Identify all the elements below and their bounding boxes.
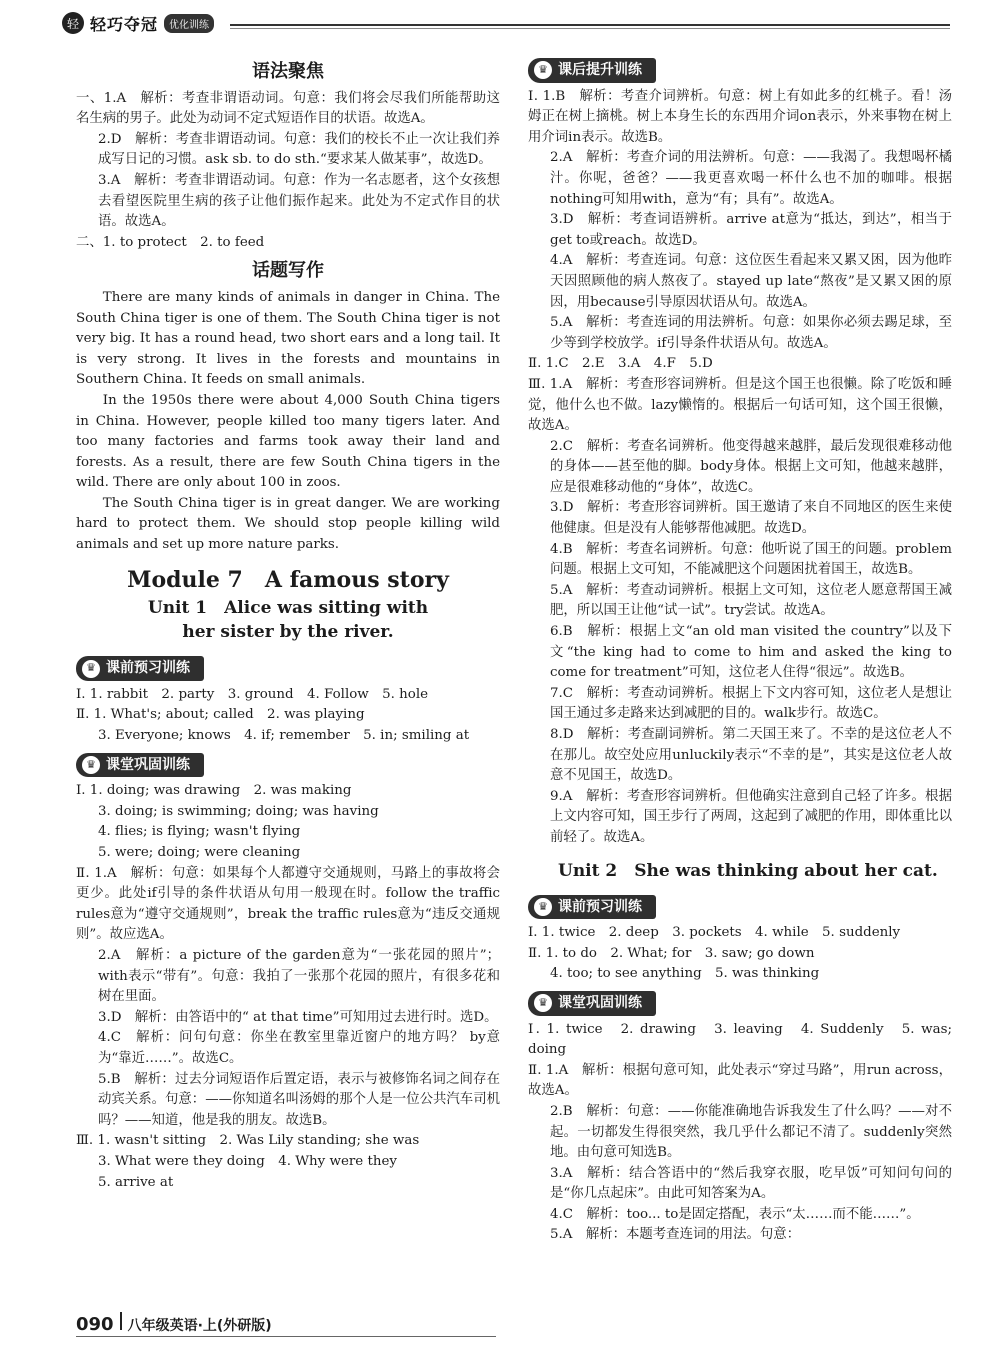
- answer-item: Ⅱ. 1.A 解析：句意：如果每个人都遵守交通规则，马路上的事故将会更少。此处if引导的条件状语从句用一般现在时。follow the traffic rules意为“遵守交通规则”，break the traffic rules意为“违反交通规则”。故应选A。: [76, 865, 500, 943]
- answer-item: Ⅰ. 1.B 解析：考查介词辨析。句意：树上有如此多的红桃子。看！汤姆正在树上摘桃。树上本身生长的东西用介词on表示，外来事物在树上用介词in表示。故选B。: [528, 88, 952, 145]
- answer-item: 2.A 解析：考查介词的用法辨析。句意：——我渴了。我想喝杯橘汁。你呢，爸爸？——我更喜欢喝一杯什么也不加的咖啡。根据nothing可知用with，意为“有；具有”。故选A。: [550, 150, 952, 207]
- answer-item: 2.C 解析：考查名词辨析。他变得越来越胖，最后发现很难移动他的身体——甚至他的脚。body身体。根据上文可知，他越来越胖，应是很难移动他的“身体”，故选C。: [550, 438, 952, 495]
- section-banner: [528, 895, 656, 920]
- brand-logo: [62, 10, 214, 36]
- answer-item: Ⅰ. 1. doing; was drawing 2. was making: [76, 783, 352, 799]
- answer-item: 5. were; doing; were cleaning: [98, 845, 301, 860]
- answer-item: 3. What were they doing 4. Why were they: [98, 1153, 397, 1169]
- banner-label: 课堂巩固训练: [558, 994, 642, 1011]
- answer-item: Ⅱ. 1. to do 2. What; for 3. saw; go down: [528, 945, 815, 961]
- answer-item: Ⅲ. 1. wasn't sitting 2. Was Lily standing; she was: [76, 1133, 420, 1149]
- logo-subtitle: 优化训练: [164, 14, 214, 33]
- footer-rule: [76, 1336, 496, 1337]
- section-banner: [528, 58, 656, 83]
- answer-item: 5.A 解析：考查连词的用法辨析。句意：如果你必须去踢足球，至少等到学校放学。if引导条件状语从句。故选A。: [550, 315, 952, 351]
- answer-item: Ⅱ. 1.A 解析：根据句意可知，此处表示“穿过马路”，用run across，故选A。: [528, 1062, 952, 1099]
- answer-item: 4.A 解析：考查连词。句意：这位医生看起来又累又困，因为他昨天因照顾他的病人熬夜了。stayed up late“熬夜”是又累又困的原因，用because引导原因状语从句。故选A。: [550, 253, 952, 310]
- answer-item: 3.D 解析：由答语中的“ at that time”可知用过去进行时。选D。: [98, 1009, 498, 1025]
- answer-item: 5.B 解析：过去分词短语作后置定语，表示与被修饰名词之间存在动宾关系。句意：——你知道名叫汤姆的那个人是一位公共汽车司机吗？——知道，他是我的朋友。故选B。: [98, 1071, 500, 1128]
- banner-label: 课前预习训练: [106, 660, 190, 677]
- grammar-title: 语法聚焦: [252, 61, 324, 82]
- answer-item: 2.D 解析：考查非谓语动词。句意：我们的校长不止一次让我们养成写日记的习惯。ask sb. to do sth.“要求某人做某事”，故选D。: [98, 131, 500, 168]
- answer-item: 3. doing; is swimming; doing; was having: [98, 803, 379, 819]
- footer-divider: [120, 1312, 122, 1330]
- answer-item: Ⅱ. 1. What's; about; called 2. was playing: [76, 707, 365, 723]
- crown-icon: ♛: [534, 61, 552, 79]
- answer-item: Ⅱ. 1.C 2.E 3.A 4.F 5.D: [528, 356, 713, 372]
- crown-icon: ♛: [82, 660, 100, 678]
- answer-item: 4.C 解析：问句句意：你坐在教室里靠近窗户的地方吗？ by意为“靠近……”。故选C。: [98, 1030, 500, 1066]
- section-banner: [76, 656, 204, 681]
- answer-item: 4.B 解析：考查名词辨析。句意：他听说了国王的问题。problem问题。根据上文可知，不能减肥这个问题困扰着国王，故选B。: [550, 541, 952, 578]
- book-title: 八年级英语·上(外研版): [127, 1318, 272, 1334]
- banner-label: 课后提升训练: [558, 62, 642, 78]
- answer-item: 4. flies; is flying; wasn't flying: [98, 824, 301, 840]
- answer-item: Ⅲ. 1.A 解析：考查形容词辨析。但是这个国王也很懒。除了吃饭和睡觉，他什么也不做。lazy懒惰的。根据后一句话可知，这个国王很懒，故选A。: [528, 376, 952, 434]
- page-footer: [76, 1312, 272, 1335]
- unit-title-line: Unit 1 Alice was sitting with: [147, 598, 429, 619]
- essay-paragraph: In the 1950s there were about 4,000 South China tigers in China. However, people killed too many tigers later. And too many factories and farms took away their land and forests. As a result, there are few South China tigers in the wild. There are only about 100 in zoos.: [76, 392, 500, 491]
- answer-item: Ⅰ. 1. twice 2. drawing 3. leaving 4. Suddenly 5. was; doing: [528, 1021, 952, 1058]
- crown-icon: ♛: [534, 898, 552, 916]
- logo-text: 轻巧夺冠: [90, 14, 159, 34]
- essay-paragraph: There are many kinds of animals in danger in China. The South China tiger is one of them. The South China tiger is not very big. It has a round head, two short ears and a long tail. It is very strong. It lives in the forests and mountains in Southern China. It feeds on small animals.: [76, 289, 500, 388]
- answer-item: 3.A 解析：结合答语中的“然后我穿衣服，吃早饭”可知问句问的是“你几点起床”。由此可知答案为A。: [550, 1165, 952, 1202]
- answer-item: 5.A 解析：本题考查连词的用法。句意：: [550, 1227, 801, 1243]
- answer-item: 9.A 解析：考查形容词辨析。但他确实注意到自己轻了许多。根据上文内容可知，国王步行了两周，这起到了减肥的作用，即体重比以前轻了。故选A。: [550, 788, 952, 845]
- header-rule-thin: [230, 28, 950, 29]
- right-column: [528, 58, 952, 1246]
- banner-label: 课前预习训练: [558, 898, 642, 915]
- answer-item: 一、1.A 解析：考查非谓语动词。句意：我们将会尽我们所能帮助这名生病的男子。此处为动词不定式短语作目的状语。故选A。: [76, 90, 500, 127]
- crown-icon: ♛: [82, 756, 100, 774]
- unit-title: Unit 2 She was thinking about her cat.: [558, 860, 938, 881]
- essay-paragraph: The South China tiger is in great danger. We are working hard to protect them. We should stop people killing wild animals and set up more nature parks.: [76, 495, 500, 553]
- answer-item: 3. Everyone; knows 4. if; remember 5. in; smiling at: [98, 728, 470, 744]
- answer-item: 3.D 解析：考查词语辨析。arrive at意为“抵达，到达”，相当于get to或reach。故选D。: [550, 212, 952, 248]
- banner-label: 课堂巩固训练: [106, 756, 190, 773]
- logo-icon: 轻: [62, 12, 84, 34]
- header-rule: [230, 24, 950, 26]
- page-header: [0, 0, 1000, 46]
- left-column: [76, 58, 500, 1193]
- answer-item: 7.C 解析：考查动词辨析。根据上下文内容可知，这位老人是想让国王通过多走路来达到减肥的目的。walk步行。故选C。: [550, 685, 952, 722]
- answer-item: 4.C 解析：too... to是固定搭配，表示“太……而不能……”。: [550, 1206, 920, 1222]
- answer-item: Ⅰ. 1. rabbit 2. party 3. ground 4. Follow 5. hole: [76, 686, 429, 702]
- module-title: Module 7 A famous story: [127, 566, 449, 593]
- answer-item: 5.A 解析：考查动词辨析。根据上文可知，这位老人愿意帮国王减肥，所以国王让他“试一试”。try尝试。故选A。: [550, 582, 952, 619]
- unit-title-line: her sister by the river.: [182, 622, 394, 643]
- answer-item: 4. too; to see anything 5. was thinking: [550, 966, 820, 982]
- answer-item: 8.D 解析：考查副词辨析。第二天国王来了。不幸的是这位老人不在那儿。故空处应用unluckily表示“不幸的是”，其实是这位老人故意不见国王，故选D。: [550, 727, 952, 784]
- answer-item: 二、1. to protect 2. to feed: [76, 234, 265, 250]
- answer-item: 3.D 解析：考查形容词辨析。国王邀请了来自不同地区的医生来使他健康。但是没有人能够帮他减肥。故选D。: [550, 500, 952, 537]
- unit-title: [76, 596, 500, 644]
- crown-icon: ♛: [534, 994, 552, 1012]
- section-banner: [76, 753, 204, 778]
- answer-item: 2.A 解析：a picture of the garden意为“一张花园的照片”；with表示“带有”。句意：我拍了一张那个花园的照片，有很多花和树在里面。: [98, 947, 500, 1005]
- answer-item: 2.B 解析：句意：——你能准确地告诉我发生了什么吗？——对不起。一切都发生得很突然，我几乎什么都记不清了。suddenly突然地。由句意可知选B。: [550, 1103, 952, 1161]
- answer-item: 5. arrive at: [98, 1174, 174, 1190]
- answer-item: Ⅰ. 1. twice 2. deep 3. pockets 4. while 5. suddenly: [528, 925, 901, 941]
- page-number: 090: [76, 1314, 114, 1335]
- section-banner: [528, 991, 656, 1016]
- answer-item: 3.A 解析：考查非谓语动词。句意：作为一名志愿者，这个女孩想去看望医院里生病的孩子让他们振作起来。此处为不定式作目的状语。故选A。: [98, 172, 500, 230]
- answer-item: 6.B 解析：根据上文“an old man visited the country”以及下文“the king had to come to him and asked the king to come for treatment”可知，这位老人住得“很远”。故选B。: [550, 624, 952, 681]
- writing-title: 话题写作: [252, 260, 324, 282]
